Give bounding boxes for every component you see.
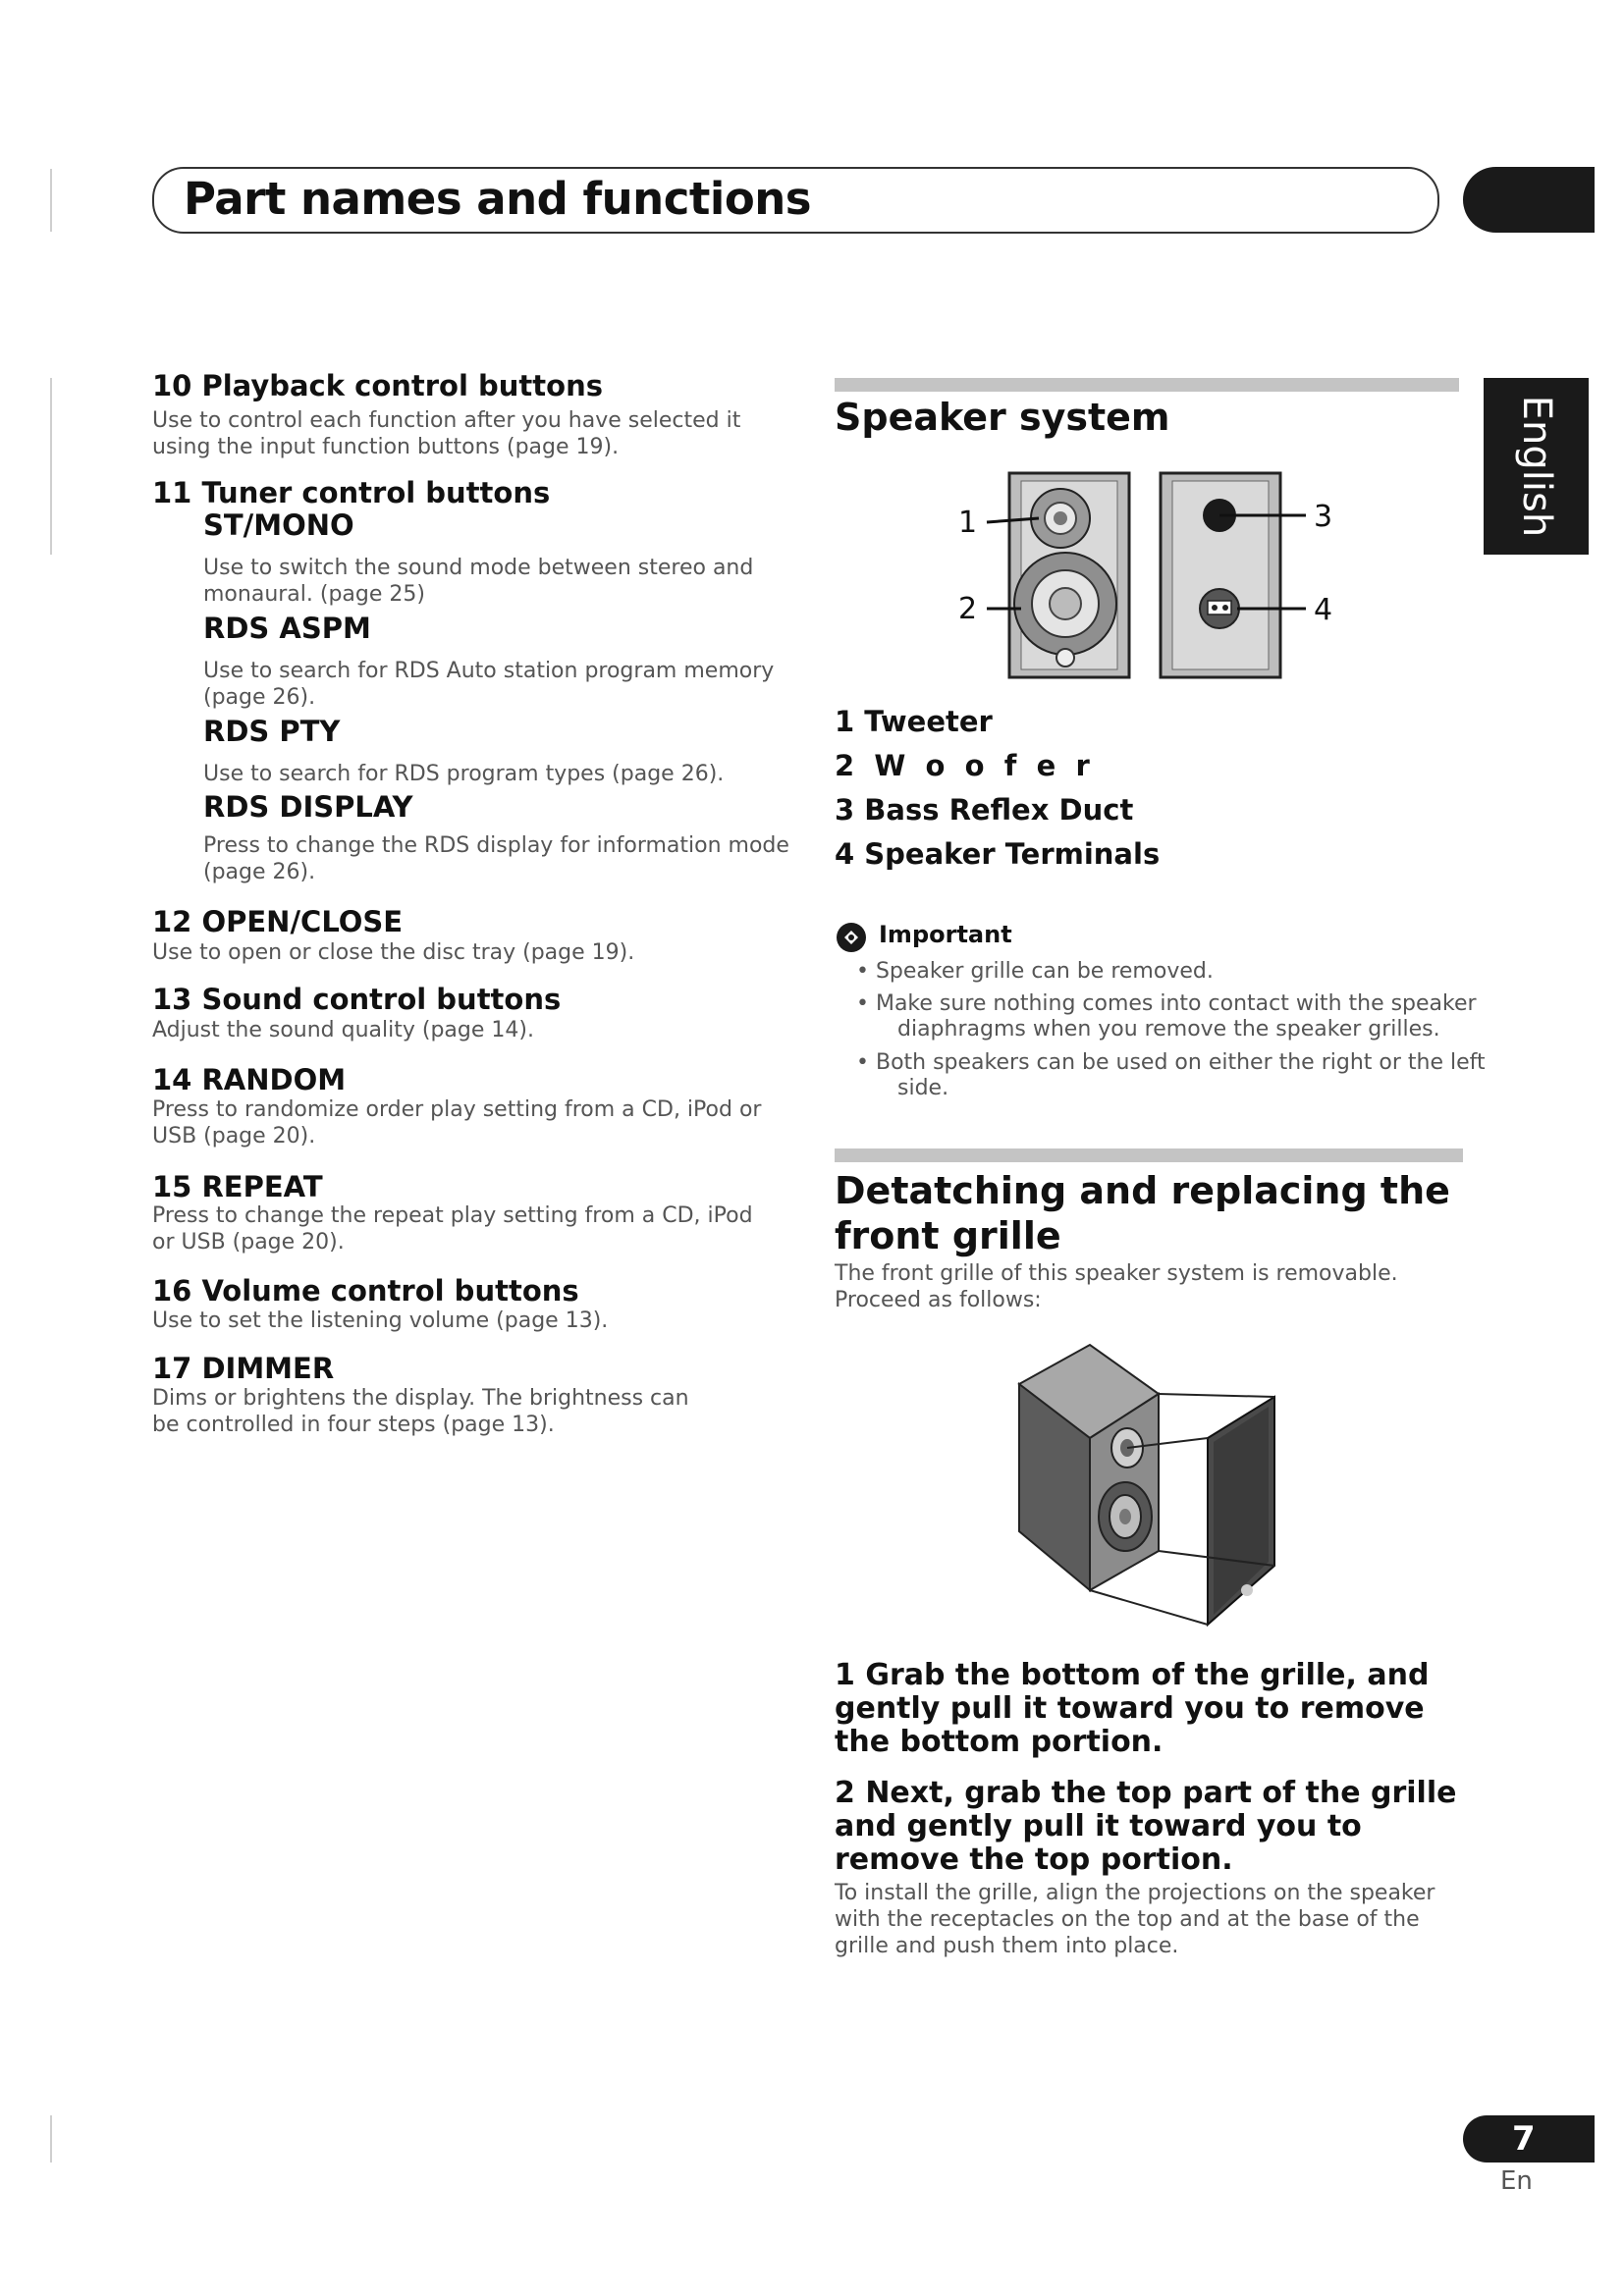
part-label: 1 Tweeter — [835, 705, 993, 738]
callout-label: 2 — [958, 592, 978, 626]
item-desc: Use to control each function after you have selected it using the input function buttons (page 19). — [152, 408, 741, 459]
sub-heading: ST/MONO — [203, 508, 354, 542]
margin-mark — [50, 169, 52, 232]
page-title: Part names and functions — [184, 173, 812, 225]
grille-diagram — [1011, 1340, 1296, 1634]
item-heading: 15 REPEAT — [152, 1170, 323, 1203]
item-desc: Dims or brightens the display. The brightness can be controlled in four steps (page 13). — [152, 1386, 689, 1437]
item-heading: 14 RANDOM — [152, 1063, 347, 1096]
page-number: 7 — [1512, 2119, 1536, 2159]
item-heading: 17 DIMMER — [152, 1352, 335, 1385]
step-1: 1 Grab the bottom of the grille, and gently pull it toward you to remove the bottom portion. — [835, 1658, 1430, 1759]
part-label: 2 W o o f e r — [835, 749, 1090, 782]
language-tab — [1484, 378, 1589, 555]
item-heading: 16 Volume control buttons — [152, 1274, 579, 1308]
part-label: 3 Bass Reflex Duct — [835, 793, 1134, 827]
step-2-desc: To install the grille, align the projections on the speaker with the receptacles on the top and at the base of the grille and push them into place. — [835, 1881, 1435, 1958]
language-code: En — [1500, 2166, 1533, 2196]
sub-desc: Press to change the RDS display for information mode (page 26). — [203, 833, 789, 884]
item-heading: 13 Sound control buttons — [152, 983, 562, 1016]
important-bullet: • Both speakers can be used on either the right or the left side. — [856, 1050, 1486, 1100]
page-number-tab — [1463, 2115, 1595, 2163]
callout-label: 4 — [1314, 593, 1333, 627]
margin-mark — [50, 378, 52, 555]
item-heading: 10 Playback control buttons — [152, 369, 603, 402]
sub-heading: RDS DISPLAY — [203, 790, 413, 824]
section-rule — [835, 1148, 1463, 1162]
header-tab — [1463, 167, 1595, 233]
sub-heading: RDS PTY — [203, 715, 341, 748]
sub-heading: RDS ASPM — [203, 612, 371, 645]
item-desc: Use to set the listening volume (page 13). — [152, 1308, 609, 1333]
speaker-diagram — [943, 471, 1335, 682]
item-desc: Press to randomize order play setting from a CD, iPod or USB (page 20). — [152, 1097, 762, 1148]
callout-label: 1 — [958, 506, 978, 540]
section-intro: The front grille of this speaker system is removable. Proceed as follows: — [835, 1261, 1398, 1312]
callout-label: 3 — [1314, 500, 1333, 534]
important-icon — [835, 921, 868, 954]
margin-mark — [50, 2115, 52, 2163]
part-label: 4 Speaker Terminals — [835, 837, 1161, 871]
section-title: Speaker system — [835, 396, 1170, 439]
step-2: 2 Next, grab the top part of the grille and gently pull it toward you to remove the top portion. — [835, 1776, 1457, 1877]
section-title: Detatching and replacing the front grille — [835, 1169, 1450, 1257]
item-heading: 12 OPEN/CLOSE — [152, 905, 404, 938]
item-desc: Adjust the sound quality (page 14). — [152, 1018, 534, 1042]
sub-desc: Use to search for RDS Auto station program memory (page 26). — [203, 659, 775, 710]
item-desc: Use to open or close the disc tray (page 19). — [152, 940, 635, 965]
important-bullet: • Make sure nothing comes into contact with the speaker diaphragms when you remove the speaker grilles. — [856, 991, 1477, 1041]
section-rule — [835, 378, 1459, 392]
language-label: English — [1514, 395, 1559, 538]
header-frame — [152, 167, 1439, 234]
sub-desc: Use to switch the sound mode between stereo and monaural. (page 25) — [203, 556, 754, 607]
sub-desc: Use to search for RDS program types (page 26). — [203, 762, 725, 786]
important-label: Important — [879, 921, 1012, 948]
item-heading: 11 Tuner control buttons — [152, 476, 551, 509]
item-desc: Press to change the repeat play setting from a CD, iPod or USB (page 20). — [152, 1203, 753, 1255]
important-bullet: • Speaker grille can be removed. — [856, 959, 1214, 984]
